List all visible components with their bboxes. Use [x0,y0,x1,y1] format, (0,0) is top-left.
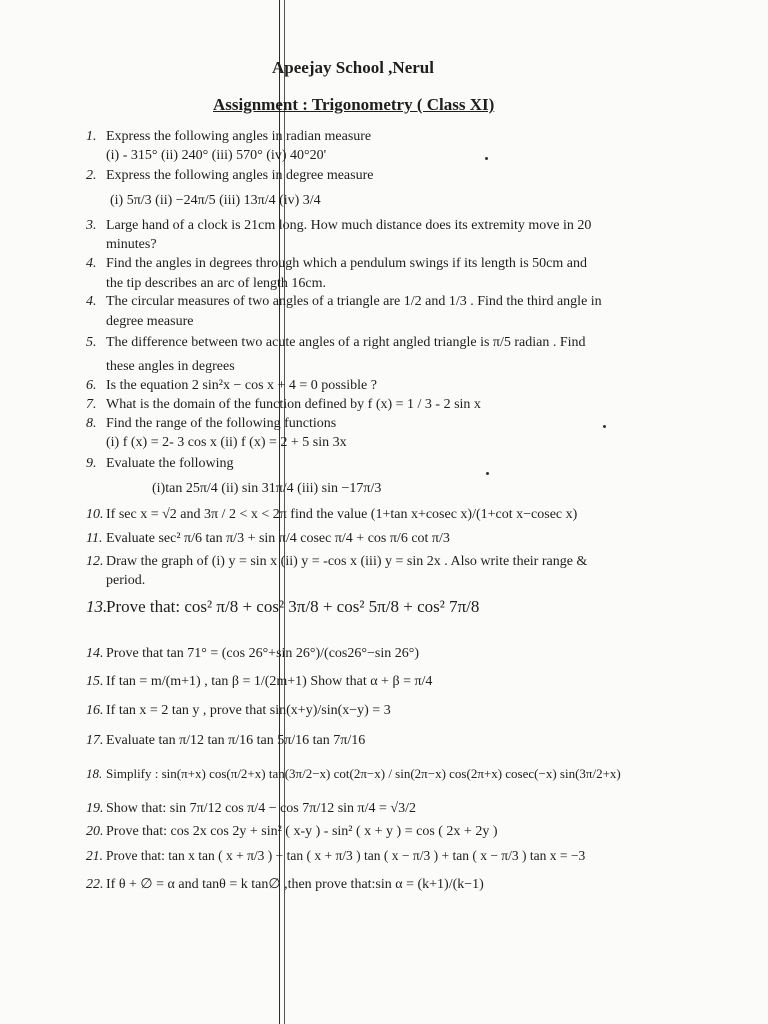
question-text: If θ + ∅ = α and tanθ = k tan∅ ,then prove that:sin α = (k+1)/(k−1) [106,877,484,892]
question-1-parts [106,147,706,165]
question-7 [86,396,686,414]
question-text: (i)tan 25π/4 (ii) sin 31π/4 (iii) sin −17π/3 [152,481,382,496]
question-text: these angles in degrees [106,359,235,374]
question-18 [86,765,686,783]
question-9 [86,455,686,473]
question-text: The difference between two acute angles of a right angled triangle is π/5 radian . Find [106,335,586,350]
question-12 [86,553,686,571]
question-number: 21. [86,848,103,863]
question-text: degree measure [106,314,194,329]
question-number: 9. [86,456,97,471]
question-number: 13. [86,597,108,616]
question-number: 3. [86,218,97,233]
question-17 [86,732,686,750]
question-1 [86,128,686,146]
question-number: 7. [86,397,97,412]
question-text: Simplify : sin(π+x) cos(π/2+x) tan(3π/2−x) cot(2π−x) / sin(2π−x) cos(2π+x) cosec(−x) sin(3π/2+x) [106,766,621,781]
question-text: (i) f (x) = 2- 3 cos x (ii) f (x) = 2 + 5 sin 3x [106,435,347,450]
question-text: Evaluate the following [106,456,234,471]
question-8-parts [106,434,706,452]
scan-speck [603,425,606,428]
question-text: Is the equation 2 sin²x − cos x + 4 = 0 possible ? [106,378,377,393]
scan-speck [486,472,489,475]
question-6 [86,377,686,395]
question-text: (i) 5π/3 (ii) −24π/5 (iii) 13π/4 (iv) 3/4 [110,193,321,208]
question-number: 6. [86,378,97,393]
question-8 [86,415,686,433]
question-16 [86,702,686,720]
question-number: 17. [86,733,104,748]
question-22 [86,876,686,894]
question-number: 22. [86,877,104,892]
question-text: The circular measures of two angles of a triangle are 1/2 and 1/3 . Find the third angle in [106,294,602,309]
question-number: 4. [86,294,97,309]
question-text: If sec x = √2 and 3π / 2 < x < 2π find the value (1+tan x+cosec x)/(1+cot x−cosec x) [106,507,578,522]
question-text: What is the domain of the function defined by f (x) = 1 / 3 - 2 sin x [106,397,481,412]
question-text: Large hand of a clock is 21cm long. How much distance does its extremity move in 20 [106,218,592,233]
question-number: 10. [86,507,104,522]
question-4b [86,293,686,311]
question-4a [86,255,686,273]
question-14 [86,645,686,663]
question-text: Express the following angles in degree measure [106,168,374,183]
question-20 [86,823,686,841]
question-number: 4. [86,256,97,271]
question-text: Prove that: cos 2x cos 2y + sin² ( x-y ) - sin² ( x + y ) = cos ( 2x + 2y ) [106,824,498,839]
question-text: Draw the graph of (i) y = sin x (ii) y = -cos x (iii) y = sin 2x . Also write their range & [106,554,588,569]
question-text: Evaluate sec² π/6 tan π/3 + sin π/4 cosec π/4 + cos π/6 cot π/3 [106,531,450,546]
question-15 [86,673,686,691]
question-text: (i) - 315° (ii) 240° (iii) 570° (iv) 40°20' [106,148,327,163]
assignment-title: Assignment : Trigonometry ( Class XI) [213,95,495,114]
question-number: 19. [86,801,104,816]
question-text: period. [106,573,146,588]
question-2 [86,167,686,185]
question-number: 12. [86,554,104,569]
question-number: 11. [86,531,103,546]
question-3-cont [106,236,706,254]
question-text: Prove that tan 71° = (cos 26°+sin 26°)/(cos26°−sin 26°) [106,646,419,661]
question-text: Find the range of the following functions [106,416,337,431]
question-number: 15. [86,674,104,689]
question-number: 8. [86,416,97,431]
question-4b-cont [106,313,706,331]
question-19 [86,800,686,818]
school-name: Apeejay School ,Nerul [272,58,434,77]
question-5 [86,334,686,352]
question-number: 20. [86,824,104,839]
question-9-parts [152,480,752,498]
question-21 [86,847,686,865]
question-2-parts [110,192,710,210]
question-13 [86,598,686,616]
question-4a-cont [106,275,706,293]
question-5-cont [106,358,706,376]
question-number: 2. [86,168,97,183]
question-text: Show that: sin 7π/12 cos π/4 − cos 7π/12 sin π/4 = √3/2 [106,801,416,816]
question-text: minutes? [106,237,157,252]
question-11 [86,530,686,548]
question-text: Evaluate tan π/12 tan π/16 tan 5π/16 tan 7π/16 [106,733,366,748]
question-number: 5. [86,335,97,350]
question-12-cont [106,572,706,590]
question-text: Express the following angles in radian measure [106,129,372,144]
question-number: 18. [86,766,103,781]
question-text: If tan = m/(m+1) , tan β = 1/(2m+1) Show that α + β = π/4 [106,674,433,689]
question-text: Prove that: tan x tan ( x + π/3 ) + tan ( x + π/3 ) tan ( x − π/3 ) + tan ( x − π/3 ) tan x = −3 [106,848,586,863]
scan-speck [485,157,488,160]
question-text: If tan x = 2 tan y , prove that sin(x+y)/sin(x−y) = 3 [106,703,391,718]
question-text: Prove that: cos² π/8 + cos² 3π/8 + cos² 5π/8 + cos² 7π/8 [106,597,480,616]
question-10 [86,506,686,524]
question-text: Find the angles in degrees through which a pendulum swings if its length is 50cm and [106,256,587,271]
question-number: 14. [86,646,104,661]
question-3 [86,217,686,235]
question-number: 1. [86,129,97,144]
question-number: 16. [86,703,104,718]
question-text: the tip describes an arc of length 16cm. [106,276,327,291]
